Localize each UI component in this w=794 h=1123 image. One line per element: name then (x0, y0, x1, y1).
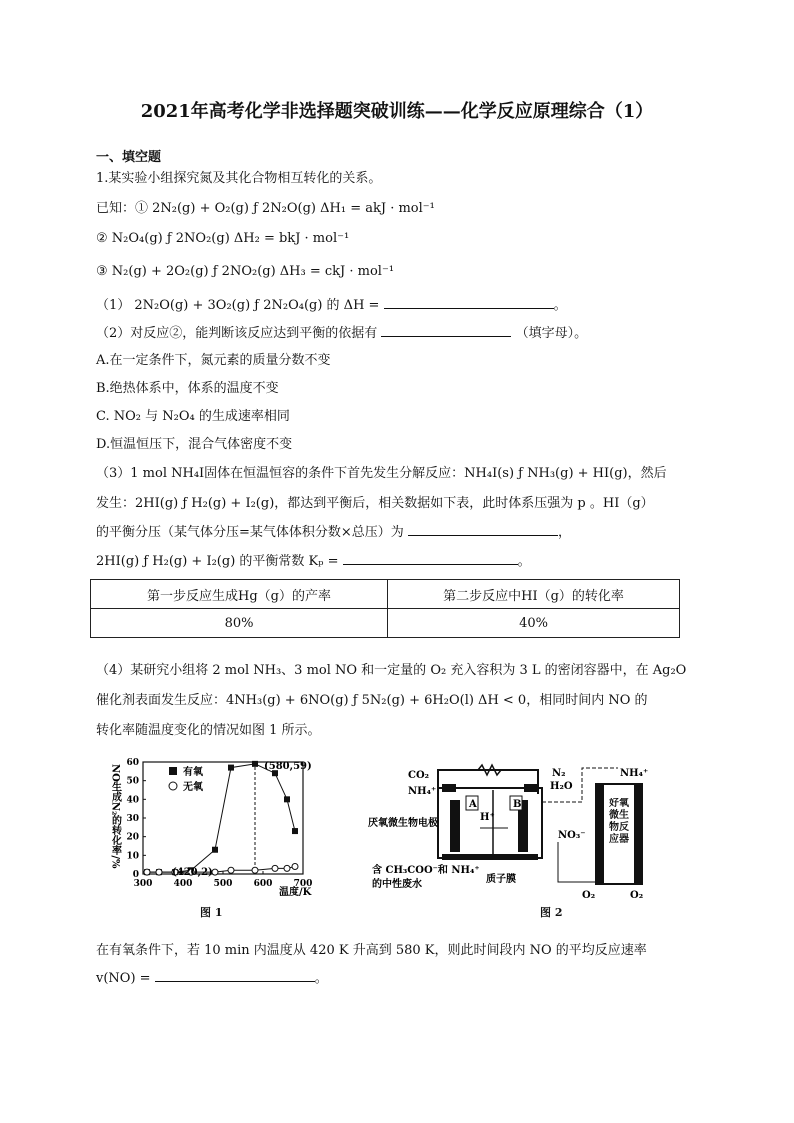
answer-blank-4[interactable] (343, 552, 518, 565)
answer-blank-1[interactable] (384, 296, 554, 309)
data-point-no-o2 (252, 867, 258, 873)
legend-o2-marker (169, 767, 177, 775)
flow-arrow-bottom (558, 842, 596, 882)
figure-1-caption: 图 1 (200, 906, 223, 919)
table-header-cell: 第二步反应中HI（g）的转化率 (388, 580, 680, 609)
legend-o2-label: 有氧 (183, 767, 203, 778)
co2-label: CO₂ (408, 770, 430, 781)
no3-label: NO₃⁻ (558, 830, 586, 841)
data-table (90, 579, 680, 638)
waste-label-1: 含 CH₃COO⁻和 NH₄⁺ (372, 865, 480, 876)
chart-xlabel: 温度/K (279, 887, 312, 898)
figure-2-caption: 图 2 (540, 906, 563, 919)
chart-ylabel: NO生成N₂的转化率/% (109, 764, 121, 869)
page-title: 2021年高考化学非选择题突破训练——化学反应原理综合（1） (140, 101, 654, 122)
table-cell: 40% (388, 609, 680, 638)
y-tick-label: 30 (126, 814, 139, 824)
electrode-a (450, 800, 460, 852)
known-eq-2: ② N₂O₄(g) ƒ 2NO₂(g) ΔH₂ = bkJ · mol⁻¹ (96, 231, 350, 246)
conversion-chart (103, 752, 323, 922)
part4-line5: v(NO) = 。 (96, 971, 328, 986)
data-point-o2 (284, 796, 290, 802)
n2-label: N₂ (552, 768, 566, 779)
cell-top-right (524, 784, 538, 792)
option-d: D.恒温恒压下，混合气体密度不变 (96, 437, 293, 452)
x-tick-label: 600 (253, 879, 273, 889)
series-line (147, 764, 295, 872)
data-point-no-o2 (156, 869, 162, 875)
part1-text: （1） 2N₂O(g) + 3O₂(g) ƒ 2N₂O₄(g) 的 ΔH = (96, 298, 380, 313)
y-tick-label: 0 (132, 870, 139, 880)
part3-line3 (96, 521, 571, 540)
option-a: A.在一定条件下，氮元素的质量分数不变 (96, 353, 331, 368)
part3-line3-text: 的平衡分压（某气体分压=某气体体积分数×总压）为 (96, 525, 404, 540)
figure-2 (368, 762, 668, 922)
part1-end: 。 (553, 298, 567, 313)
data-point-no-o2 (292, 864, 298, 870)
q1-intro: 1.某实验小组探究氮及其化合物相互转化的关系。 (96, 171, 382, 186)
part3-line4 (96, 550, 531, 569)
part3-line4-end: 。 (517, 554, 531, 569)
y-tick-label: 20 (126, 832, 139, 843)
nh4-left-label: NH₄⁺ (408, 786, 437, 797)
x-tick-label: 700 (293, 879, 313, 889)
answer-blank-2[interactable] (381, 324, 511, 337)
legend-no-o2-label: 无氧 (183, 782, 203, 793)
cell-top-left (442, 784, 456, 792)
part3-line1: （3）1 mol NH₄I固体在恒温恒容的条件下首先发生分解反应：NH₄I(s) ƒ NH₃(g) + HI(g)，然后 (96, 466, 667, 481)
cell-diagram (368, 762, 668, 922)
y-tick-label: 50 (126, 776, 139, 787)
cell-bottom (442, 854, 538, 860)
nh4-right-label: NH₄⁺ (620, 768, 649, 779)
option-c: C. NO₂ 与 N₂O₄ 的生成速率相同 (96, 409, 290, 424)
x-tick-label: 500 (213, 879, 233, 889)
data-point-o2 (252, 761, 258, 767)
part3-line3-end: ， (557, 525, 571, 540)
y-tick-label: 60 (126, 758, 139, 768)
answer-blank-3[interactable] (408, 523, 558, 536)
part4-line2: 催化剂表面发生反应：4NH₃(g) + 6NO(g) ƒ 5N₂(g) + 6H₂O(l) ΔH < 0，相同时间内 NO 的 (96, 693, 648, 708)
table-row (91, 580, 680, 609)
table-header-cell: 第一步反应生成Hg（g）的产率 (91, 580, 388, 609)
waste-label-2: 的中性废水 (372, 879, 422, 890)
hplus-label: H⁺ (480, 812, 495, 823)
annotation-420: (420,2) (172, 867, 213, 878)
y-tick-label: 10 (126, 851, 139, 862)
part2-text: （2）对反应②，能判断该反应达到平衡的依据有 (96, 326, 378, 341)
data-point-no-o2 (144, 869, 150, 875)
part2 (96, 322, 587, 341)
data-point-o2 (212, 847, 218, 853)
part4-line1: （4）某研究小组将 2 mol NH₃、3 mol NO 和一定量的 O₂ 充入容积为 3 L 的密闭容器中，在 Ag₂O (96, 663, 687, 678)
h2o-label: H₂O (550, 781, 573, 792)
figure-1 (103, 752, 323, 922)
table-cell: 80% (91, 609, 388, 638)
data-point-no-o2 (228, 867, 234, 873)
part3-line4-text: 2HI(g) ƒ H₂(g) + I₂(g) 的平衡常数 Kₚ = (96, 554, 339, 569)
part4-line5-text: v(NO) = (96, 971, 151, 986)
data-point-o2 (228, 765, 234, 771)
legend-no-o2-marker (169, 782, 177, 790)
reactor-wall (596, 784, 604, 884)
table-row (91, 609, 680, 638)
part1 (96, 294, 567, 313)
anaerobic-label: 厌氧微生物电极 (368, 818, 438, 829)
reactor-label: 好氧微生物反应器 (609, 798, 629, 845)
data-point-no-o2 (272, 865, 278, 871)
electrode-b-label: B (513, 799, 522, 810)
x-tick-label: 400 (173, 879, 193, 889)
part4-line3: 转化率随温度变化的情况如图 1 所示。 (96, 723, 321, 738)
answer-blank-5[interactable] (155, 969, 315, 982)
part4-line4: 在有氧条件下，若 10 min 内温度从 420 K 升高到 580 K，则此时间段内 NO 的平均反应速率 (96, 943, 647, 958)
o2-right-label: O₂ (630, 890, 644, 901)
membrane-label: 质子膜 (486, 874, 516, 885)
data-point-no-o2 (212, 869, 218, 875)
annotation-580: (580,59) (264, 761, 312, 772)
electrode-a-label: A (469, 799, 477, 810)
data-point-no-o2 (284, 865, 290, 871)
option-b: B.绝热体系中，体系的温度不变 (96, 381, 279, 396)
y-tick-label: 40 (126, 795, 139, 806)
known-eq-1: 已知：① 2N₂(g) + O₂(g) ƒ 2N₂O(g) ΔH₁ = akJ · mol⁻¹ (96, 201, 435, 216)
section-heading: 一、填空题 (96, 150, 162, 165)
data-point-o2 (292, 828, 298, 834)
o2-left-label: O₂ (582, 890, 596, 901)
known-eq-3: ③ N₂(g) + 2O₂(g) ƒ 2NO₂(g) ΔH₃ = ckJ · mol⁻¹ (96, 264, 395, 279)
plot-frame (143, 762, 303, 874)
reactor-wall (634, 784, 642, 884)
x-tick-label: 300 (133, 879, 153, 889)
part2-end: （填字母）。 (515, 326, 588, 341)
part3-line2: 发生：2HI(g) ƒ H₂(g) + I₂(g)，都达到平衡后，相关数据如下表，此时体系压强为 p 。HI（g） (96, 496, 654, 511)
